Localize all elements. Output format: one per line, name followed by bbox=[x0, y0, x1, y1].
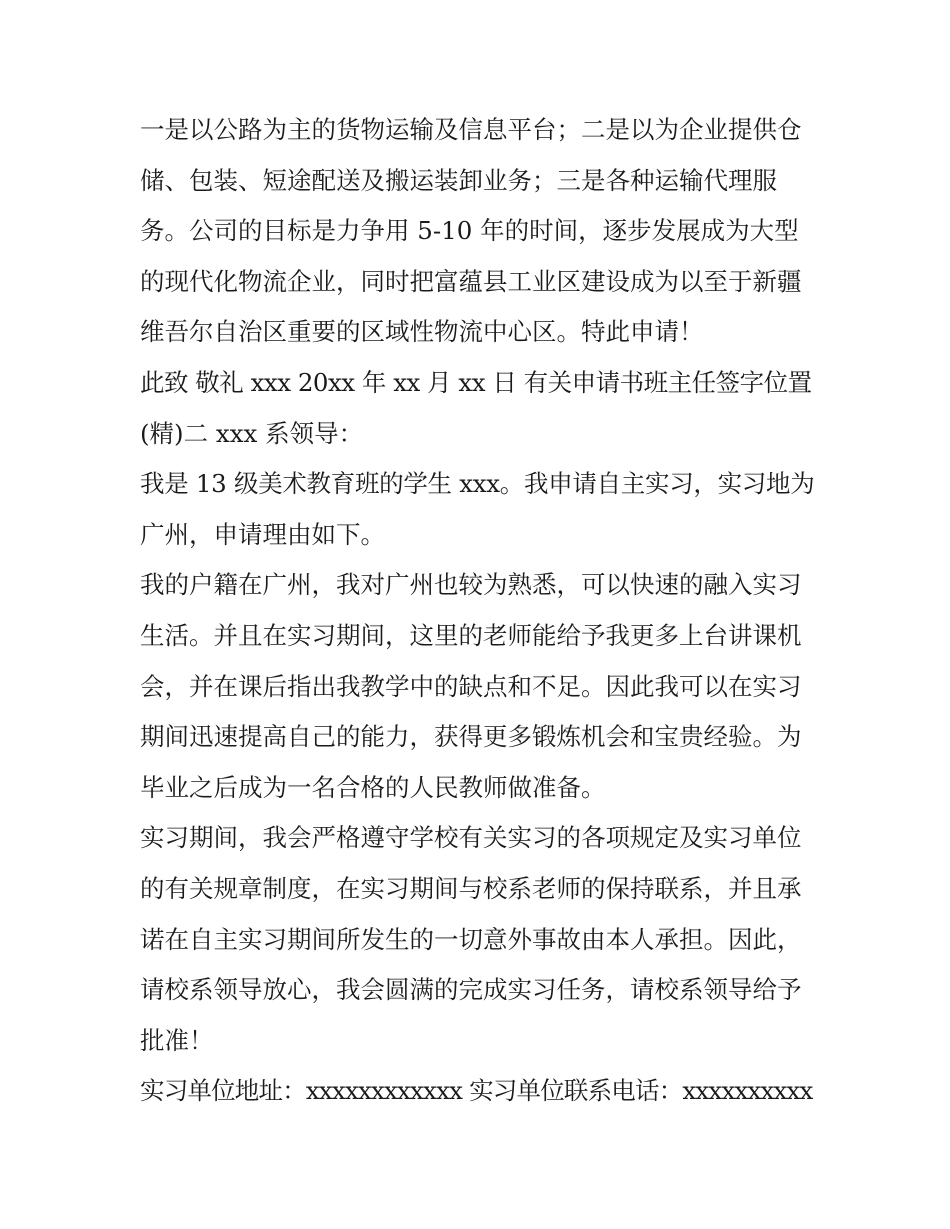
text-line: 期间迅速提高自己的能力，获得更多锻炼机会和宝贵经验。为 bbox=[140, 722, 802, 752]
text-line: 的现代化物流企业，同时把富蕴县工业区建设成为以至于新疆 bbox=[140, 266, 802, 296]
paragraph-internship-contact bbox=[140, 1066, 815, 1117]
paragraph-closing-and-salutation bbox=[140, 358, 815, 459]
document-body bbox=[140, 105, 815, 1117]
text-line: 诺在自主实习期间所发生的一切意外事故由本人承担。因此， bbox=[140, 924, 802, 954]
text-line: 批准！ bbox=[140, 1025, 214, 1055]
paragraph-self-introduction bbox=[140, 459, 815, 560]
text-line: 的有关规章制度，在实习期间与校系老师的保持联系，并且承 bbox=[140, 873, 802, 903]
text-line: 一是以公路为主的货物运输及信息平台；二是以为企业提供仓 bbox=[140, 115, 802, 144]
text-line: 储、包装、短途配送及搬运装卸业务；三是各种运输代理服 bbox=[140, 165, 777, 195]
text-line: 广州，申请理由如下。 bbox=[140, 519, 385, 549]
text-line: 实习单位地址：xxxxxxxxxxxx 实习单位联系电话：xxxxxxxxxx bbox=[140, 1076, 813, 1106]
text-line: 毕业之后成为一名合格的人民教师做准备。 bbox=[140, 772, 606, 802]
text-line: 生活。并且在实习期间，这里的老师能给予我更多上台讲课机 bbox=[140, 620, 802, 650]
text-line: 维吾尔自治区重要的区域性物流中心区。特此申请！ bbox=[140, 317, 704, 347]
paragraph-reasons bbox=[140, 560, 815, 813]
text-line: (精)二 xxx 系领导： bbox=[140, 418, 364, 448]
text-line: 我的户籍在广州，我对广州也较为熟悉，可以快速的融入实习 bbox=[140, 570, 802, 600]
paragraph-commitment bbox=[140, 813, 815, 1066]
paragraph-logistics-services bbox=[140, 105, 815, 358]
text-line: 实习期间，我会严格遵守学校有关实习的各项规定及实习单位 bbox=[140, 823, 802, 853]
text-line: 请校系领导放心，我会圆满的完成实习任务，请校系领导给予 bbox=[140, 975, 802, 1005]
text-line: 此致 敬礼 xxx 20xx 年 xx 月 xx 日 有关申请书班主任签字位置 bbox=[140, 367, 812, 397]
text-line: 我是 13 级美术教育班的学生 xxx。我申请自主实习，实习地为 bbox=[140, 469, 815, 499]
text-line: 会，并在课后指出我教学中的缺点和不足。因此我可以在实习 bbox=[140, 671, 802, 701]
text-line: 务。公司的目标是力争用 5-10 年的时间，逐步发展成为大型 bbox=[140, 216, 799, 246]
